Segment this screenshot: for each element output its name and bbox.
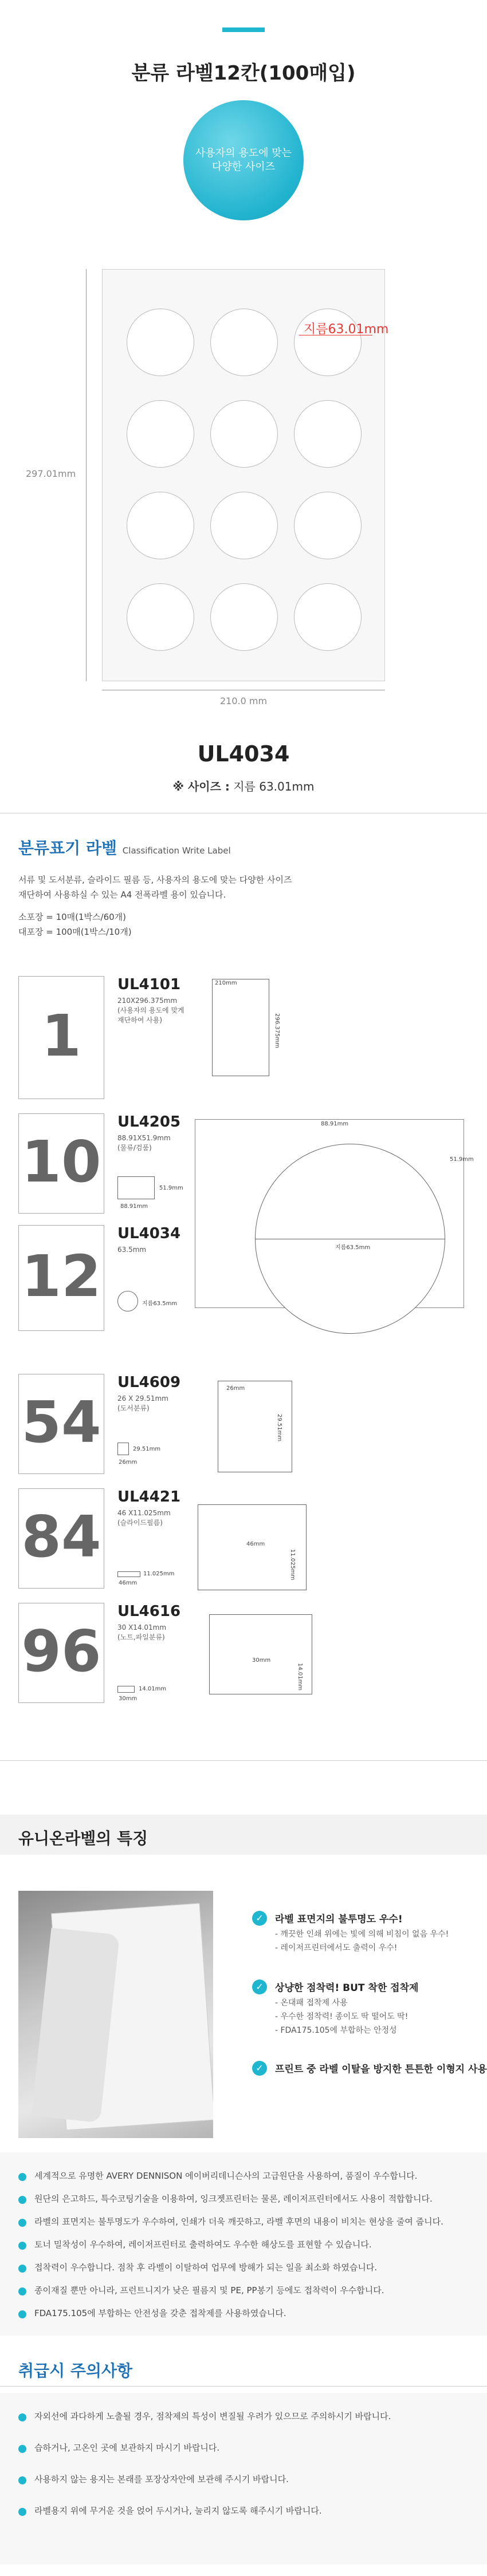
product-desc xyxy=(117,1133,171,1153)
small-label-card xyxy=(117,1443,129,1455)
product-name: UL4205 xyxy=(117,1113,181,1131)
accent-bar xyxy=(222,27,265,32)
product-name: UL4034 xyxy=(117,1225,181,1242)
label-circle xyxy=(127,492,194,559)
product-desc xyxy=(117,996,184,1025)
bullet-icon xyxy=(18,2508,26,2516)
check-icon: ✓ xyxy=(252,1980,267,1994)
list-item-text: 토너 밀착성이 우수하여, 레이저프린터로 출력하여도 우수한 해상도를 표현할 수 있습니다. xyxy=(34,2239,372,2250)
list-item-text: 자외선에 과다하게 노출될 경우, 점착제의 특성이 변질될 우려가 있으므로 주의하시기 바랍니다. xyxy=(34,2411,391,2421)
dimension-height: 296.375mm xyxy=(274,1013,280,1048)
size-prefix: ※ 사이즈 : xyxy=(172,780,230,793)
small-circle-label xyxy=(117,1291,138,1311)
product-desc xyxy=(117,1508,171,1528)
features-title: 유니온라벨의 특징 xyxy=(18,1829,148,1848)
check-icon: ✓ xyxy=(252,2061,267,2076)
product-photo xyxy=(18,1891,213,2138)
list-item xyxy=(18,2215,471,2229)
dimension-height: 51.9mm xyxy=(159,1185,183,1191)
list-item-text: 라벨용지 위에 무거운 것을 얹어 두시거나, 눌리지 않도록 해주시기 바랍니다. xyxy=(34,2506,322,2516)
list-item-text: 세계적으로 유명한 AVERY DENNISON 에이버리데니슨사의 고급원단을 사용하여, 품질이 우수합니다. xyxy=(34,2171,418,2181)
product-note: (사용자의 용도에 맞게 xyxy=(117,1006,184,1014)
desc-line: 재단하여 사용하실 수 있는 A4 전폭라벨 용이 있습니다. xyxy=(18,889,226,900)
bullet-icon xyxy=(18,2413,26,2421)
list-item xyxy=(18,2192,471,2206)
label-circle xyxy=(294,400,362,468)
list-item xyxy=(18,2441,471,2455)
desc-line: 서류 및 도서분류, 슬라이드 필름 등, 사용자의 용도에 맞는 다양한 사이즈 xyxy=(18,875,292,885)
product-name: UL4421 xyxy=(117,1488,181,1506)
thumb-number: 54 xyxy=(21,1389,101,1456)
large-dimension-height: 29.51mm xyxy=(276,1414,282,1442)
label-circle xyxy=(294,492,362,559)
product-name: UL4616 xyxy=(117,1603,181,1620)
product-spec: 26 X 29.51mm xyxy=(117,1394,168,1402)
product-size xyxy=(0,777,487,794)
small-label-card xyxy=(117,1176,155,1199)
thumb-number: 12 xyxy=(21,1243,101,1310)
list-item xyxy=(18,2284,471,2298)
label-circle xyxy=(210,309,278,376)
bullet-icon xyxy=(18,2287,26,2296)
bullet-icon xyxy=(18,2310,26,2318)
check-icon: ✓ xyxy=(252,1911,267,1926)
desc-line: 소포장 = 10매(1박스/60개) xyxy=(18,912,127,922)
label-circle xyxy=(294,583,362,651)
small-label-card xyxy=(117,1571,140,1577)
large-dimension-height: 11.025mm xyxy=(289,1549,296,1581)
product-note: (노트,파일분류) xyxy=(117,1633,165,1641)
label-circle xyxy=(210,400,278,468)
dimension-width: 88.91mm xyxy=(120,1203,148,1210)
list-item xyxy=(18,2261,471,2275)
bullet-icon xyxy=(18,2219,26,2227)
dimension-height: 11.025mm xyxy=(143,1571,175,1577)
label-circle xyxy=(127,583,194,651)
list-item-text: 종이재질 뿐만 아니라, 프런트니지가 낮은 필름지 및 PE, PP봉기 등에도 접착력이 우수합니다. xyxy=(34,2285,384,2296)
bullet-icon xyxy=(18,2265,26,2273)
product-note: 재단하여 사용) xyxy=(117,1016,163,1024)
bullet-icon xyxy=(18,2196,26,2204)
thumb-number: 96 xyxy=(21,1618,101,1685)
diameter-dimension-label: 지름63.01mm xyxy=(304,322,389,337)
small-label-card xyxy=(117,1686,135,1693)
list-item-text: 접착력이 우수합니다. 점착 후 라벨이 이탈하여 업무에 방해가 되는 일을 최소화 하였습니다. xyxy=(34,2262,378,2273)
thumb-number: 84 xyxy=(21,1503,101,1570)
dimension-diameter: 지름63.5mm xyxy=(142,1301,178,1307)
thumb-ul4034 xyxy=(18,1225,104,1331)
dimension-width: 30mm xyxy=(119,1696,138,1702)
product-note: (슬라이드필름) xyxy=(117,1518,163,1527)
thumb-ul4421 xyxy=(18,1488,104,1589)
feature-line: - 우수한 점착력! 종이도 딱 떨어도 딱! xyxy=(275,2012,409,2021)
list-item xyxy=(18,2238,471,2252)
feature-heading: 라벨 표면지의 불투명도 우수! xyxy=(275,1914,403,1925)
caution-title: 취급시 주의사항 xyxy=(18,2361,133,2380)
list-item-text: FDA175.105에 부합하는 안전성을 갖춘 접착제를 사용하였습니다. xyxy=(34,2308,286,2318)
list-item-text: 사용하지 않는 용지는 본래를 포장상자안에 보관해 주시기 바랍니다. xyxy=(34,2474,289,2484)
thumb-number: 1 xyxy=(41,1002,81,1069)
thumb-ul4101 xyxy=(18,976,104,1099)
dimension-card xyxy=(212,979,269,1076)
product-note: (물류/검품) xyxy=(117,1143,152,1152)
label-circle xyxy=(210,492,278,559)
thumb-ul4609 xyxy=(18,1374,104,1474)
feature-body xyxy=(275,1997,408,2037)
list-item xyxy=(18,2410,471,2424)
dimension-width: 26mm xyxy=(119,1459,138,1465)
badge-line-1: 사용자의 용도에 맞는 xyxy=(195,147,292,159)
label-circle xyxy=(127,400,194,468)
product-name: UL4101 xyxy=(117,976,181,993)
list-item xyxy=(18,2504,471,2518)
size-value: 지름 63.01mm xyxy=(233,780,315,793)
list-item-text: 라벨의 표면지는 불투명도가 우수하여, 인쇄가 더욱 깨끗하고, 라벨 후면의 내용이 비치는 현상을 줄여 줍니다. xyxy=(34,2217,443,2227)
list-item xyxy=(18,2170,471,2183)
list-item-text: 원단의 은고하드, 특수코팅기술을 이용하여, 잉크젯프린터는 물론, 레이저프린터에서도 사용이 적합합니다. xyxy=(34,2194,433,2204)
large-dimension-diameter: 지름63.5mm xyxy=(335,1244,371,1251)
classification-subtitle: Classification Write Label xyxy=(122,846,231,856)
label-circle xyxy=(294,309,362,376)
product-spec: 46 X11.025mm xyxy=(117,1509,171,1517)
thumb-ul4616 xyxy=(18,1603,104,1703)
bullet-icon xyxy=(18,2242,26,2250)
width-dimension-label: 210.0 mm xyxy=(219,696,268,706)
product-spec: 210X296.375mm xyxy=(117,997,178,1005)
dimension-width: 210mm xyxy=(215,980,237,986)
feature-heading: 상냥한 점착력! BUT 착한 접착제 xyxy=(275,1982,419,1994)
dimension-height: 51.9mm xyxy=(450,1156,474,1163)
feature-heading: 프린트 중 라벨 이탈을 방지한 튼튼한 이형지 사용 xyxy=(275,2064,487,2075)
feature-line: - 온대패 접착제 사용 xyxy=(275,1998,348,2008)
bullet-icon xyxy=(18,2173,26,2181)
label-circle xyxy=(127,309,194,376)
page-title: 분류 라벨12칸(100매입) xyxy=(131,62,356,85)
classification-title xyxy=(18,836,231,859)
dimension-height: 29.51mm xyxy=(133,1446,161,1452)
large-dimension-height: 14.01mm xyxy=(297,1663,303,1691)
section-divider xyxy=(0,1760,487,1761)
feature-line: - 깨끗한 인쇄 위에는 빛에 의해 비침이 없음 우수! xyxy=(275,1930,449,1939)
bullet-icon xyxy=(18,2476,26,2484)
feature-line: - 레이저프린터에서도 출력이 우수! xyxy=(275,1943,398,1953)
large-dimension-width: 26mm xyxy=(226,1385,245,1392)
dimension-width: 88.91mm xyxy=(321,1121,349,1127)
product-desc xyxy=(117,1394,168,1413)
list-item-text: 습하거나, 고온인 곳에 보관하지 마시기 바랍니다. xyxy=(34,2443,220,2453)
list-item xyxy=(18,2473,471,2487)
product-note: (도서분류) xyxy=(117,1404,150,1412)
bullet-icon xyxy=(18,2445,26,2453)
height-dimension-label: 297.01mm xyxy=(26,468,76,479)
product-spec: 88.91X51.9mm xyxy=(117,1134,171,1142)
desc-line: 대포장 = 100매(1박스/10개) xyxy=(18,926,132,937)
large-dimension-width: 30mm xyxy=(252,1657,271,1664)
section-divider xyxy=(0,2386,487,2387)
dimension-width: 46mm xyxy=(119,1580,138,1586)
dimension-height: 14.01mm xyxy=(139,1686,167,1692)
product-spec: 63.5mm xyxy=(117,1246,147,1254)
height-dimension-line xyxy=(86,269,87,681)
label-circle xyxy=(210,583,278,651)
product-model: UL4034 xyxy=(197,741,290,767)
thumb-ul4205 xyxy=(18,1113,104,1214)
feature-body xyxy=(275,1928,449,1955)
large-dimension-width: 46mm xyxy=(246,1541,265,1547)
product-desc xyxy=(117,1623,166,1642)
size-badge xyxy=(183,100,304,220)
badge-line-2: 다양한 사이즈 xyxy=(211,161,276,173)
product-spec: 30 X14.01mm xyxy=(117,1623,167,1631)
feature-line: - FDA175.105에 부합하는 안정성 xyxy=(275,2025,397,2035)
classification-desc xyxy=(18,873,292,939)
list-item xyxy=(18,2307,471,2321)
classification-title-text: 분류표기 라벨 xyxy=(18,839,117,858)
thumb-number: 10 xyxy=(21,1128,101,1195)
product-name: UL4609 xyxy=(117,1374,181,1391)
